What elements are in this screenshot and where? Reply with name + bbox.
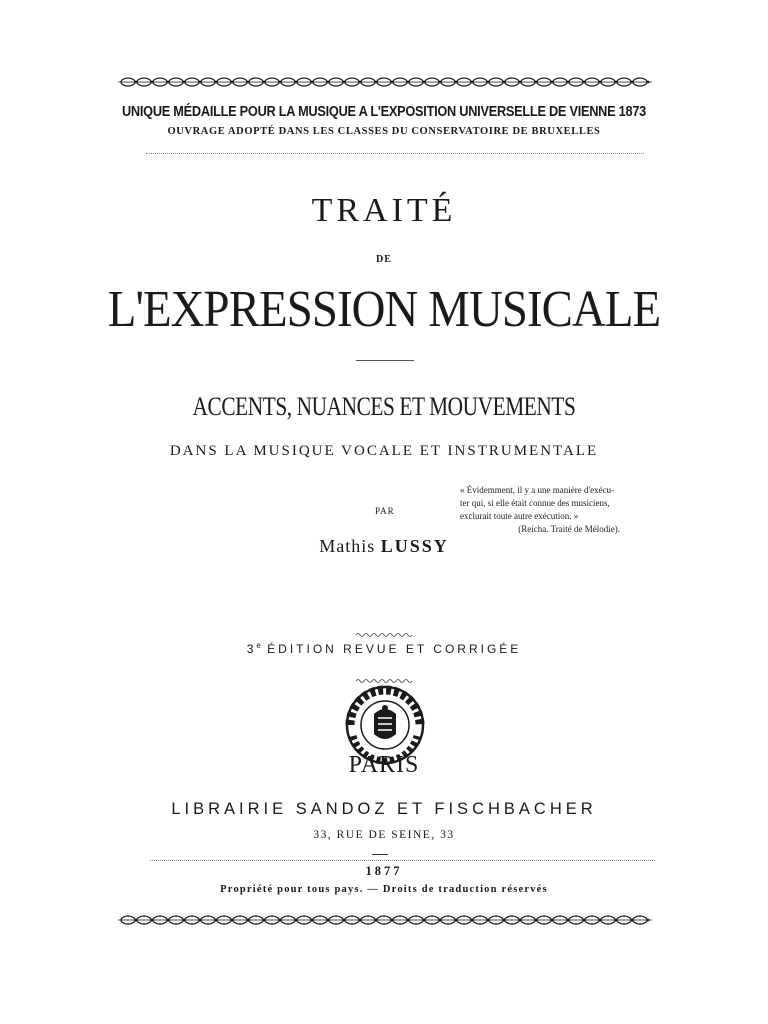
main-title: L'EXPRESSION MUSICALE <box>107 281 661 338</box>
edition-flourish-top <box>356 625 414 631</box>
edition-line <box>0 641 768 656</box>
rights-notice: Propriété pour tous pays. — Droits de traduction réservés <box>220 884 548 895</box>
medal-line: UNIQUE MÉDAILLE POUR LA MUSIQUE A L'EXPOSITION UNIVERSELLE DE VIENNE 1873 <box>121 104 647 120</box>
publisher-name: LIBRAIRIE SANDOZ ET FISCHBACHER <box>171 800 597 818</box>
publication-year: 1877 <box>365 864 403 878</box>
epigraph-line: « Évidemment, il y a une manière d'exécu- <box>460 485 615 495</box>
epigraph-line: exclurait toute autre exécution. » <box>460 511 579 521</box>
epigraph-citation: (Reicha. Traité de Mélodie). <box>518 524 620 534</box>
author-first-name: Mathis <box>319 536 376 556</box>
subtitle-musique: DANS LA MUSIQUE VOCALE ET INSTRUMENTALE <box>169 443 599 459</box>
title-traite: TRAITÉ <box>311 192 457 229</box>
edition-ordinal: 3 <box>246 642 257 656</box>
imprint-dash <box>372 854 388 855</box>
top-ornament-border <box>118 74 652 90</box>
title-rule <box>356 360 414 361</box>
publisher-address: 33, RUE DE SEINE, 33 <box>313 829 455 841</box>
imprint-rule <box>150 860 655 861</box>
header-rule <box>146 153 644 154</box>
subtitle-accents: ACCENTS, NUANCES ET MOUVEMENTS <box>192 392 576 421</box>
epigraph-line: ter qui, si elle était connue des musiciens, <box>460 498 610 508</box>
edition-text: ÉDITION REVUE ET CORRIGÉE <box>267 642 522 656</box>
author-name <box>0 536 768 557</box>
bottom-ornament-border <box>118 912 652 928</box>
edition-ordinal-suffix: e <box>256 641 261 650</box>
title-connector: DE <box>376 254 392 265</box>
author-surname: LUSSY <box>380 536 449 556</box>
byline-par: PAR <box>375 506 395 516</box>
epigraph <box>460 484 656 536</box>
imprint-city: PARIS <box>348 752 420 778</box>
adopted-line: OUVRAGE ADOPTÉ DANS LES CLASSES DU CONSERVATOIRE DE BRUXELLES <box>167 126 601 137</box>
edition-flourish-bottom <box>356 671 414 677</box>
